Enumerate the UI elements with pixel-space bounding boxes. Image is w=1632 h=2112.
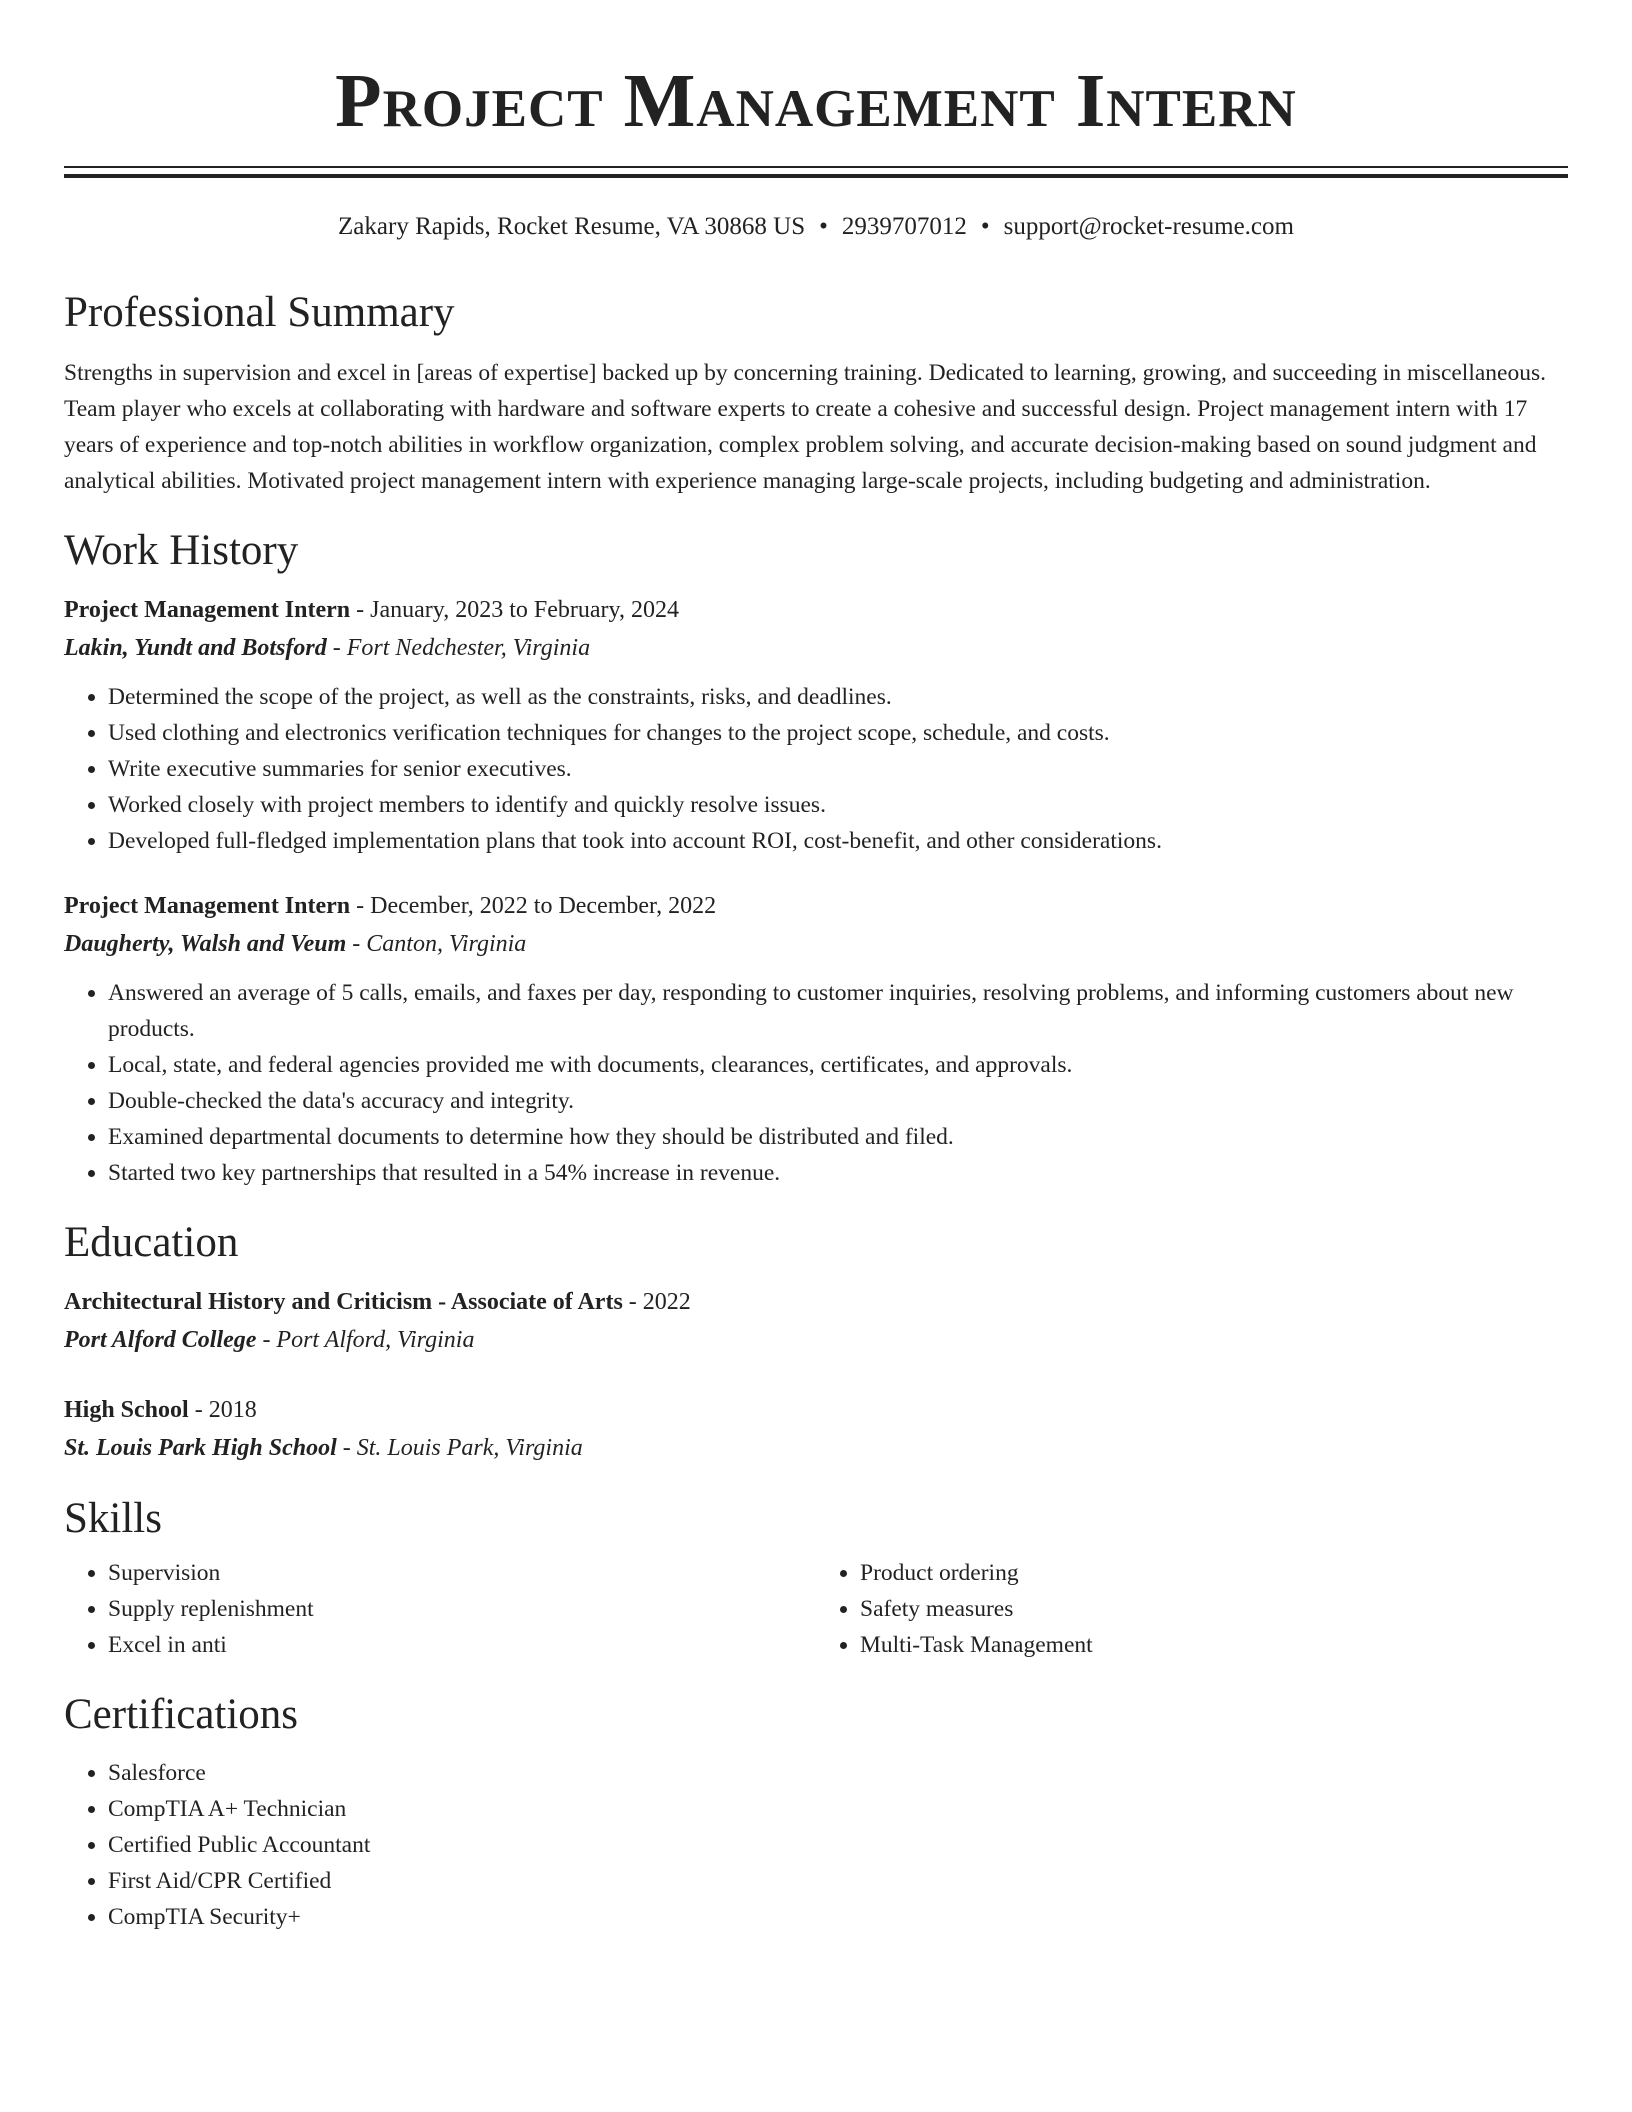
contact-separator: • xyxy=(980,213,990,240)
skills-grid xyxy=(64,1555,1568,1663)
education-degree: High School xyxy=(64,1397,189,1423)
job-location: - Fort Nedchester, Virginia xyxy=(326,635,591,661)
education-year: - 2022 xyxy=(622,1289,691,1315)
job-bullet: • Examined departmental documents to determine how they should be distributed and filed. xyxy=(108,1119,1568,1155)
job-bullet: • Double-checked the data's accuracy and integrity. xyxy=(108,1083,1568,1119)
education-section xyxy=(64,1217,1568,1467)
header-divider-thick xyxy=(64,174,1568,178)
contact-separator: • xyxy=(819,213,828,240)
job-company-line xyxy=(64,629,1568,667)
education-school-line xyxy=(64,1321,1568,1359)
job-company: Lakin, Yundt and Botsford xyxy=(64,635,327,661)
skills-column-left xyxy=(64,1555,816,1663)
job-bullet: • Developed full-fledged implementation plans that took into account ROI, cost-benefit, and other considerations. xyxy=(108,823,1568,859)
job-entry xyxy=(64,887,1568,1191)
contact-address: Zakary Rapids, Rocket Resume, VA 30868 US xyxy=(338,213,806,240)
skill-item: • Multi-Task Management xyxy=(860,1627,1568,1663)
resume-name: Project Management Intern xyxy=(335,59,1297,143)
job-bullet: • Write executive summaries for senior executives. xyxy=(108,751,1568,787)
contact-email: support@rocket-resume.com xyxy=(1003,213,1294,240)
contact-phone: 2939707012 xyxy=(841,213,967,240)
certifications-list xyxy=(64,1755,1568,1935)
job-bullet: • Determined the scope of the project, as well as the constraints, risks, and deadlines. xyxy=(108,679,1568,715)
education-entry xyxy=(64,1391,1568,1467)
education-heading: Education xyxy=(64,1219,239,1266)
education-location: - Port Alford, Virginia xyxy=(256,1327,475,1353)
education-entry xyxy=(64,1283,1568,1359)
certification-item: • CompTIA Security+ xyxy=(108,1899,1568,1935)
summary-text: Strengths in supervision and excel in [areas of expertise] backed up by concerning training. Dedicated to learning, growing, and succeeding in miscellaneous. Team player who excels at collaborating with hardware and software experts to create a cohesive and successful design. Project management intern with 17 years of experience and top-notch abilities in workflow organization, complex problem solving, and accurate decision-making based on sound judgment and analytical abilities. Motivated project management intern with experience managing large-scale projects, including budgeting and administration. xyxy=(64,360,1546,494)
skill-item: • Safety measures xyxy=(860,1591,1568,1627)
header-divider-thin xyxy=(64,166,1568,168)
job-title-line xyxy=(64,591,1568,629)
job-dates: - January, 2023 to February, 2024 xyxy=(350,597,679,623)
job-title: Project Management Intern xyxy=(64,893,351,919)
contact-line xyxy=(64,211,1568,243)
job-company: Daugherty, Walsh and Veum xyxy=(64,931,347,957)
skills-heading: Skills xyxy=(64,1495,162,1542)
job-bullet: • Started two key partnerships that resulted in a 54% increase in revenue. xyxy=(108,1155,1568,1191)
summary-heading: Professional Summary xyxy=(64,289,455,336)
education-degree-line xyxy=(64,1283,1568,1321)
summary-section xyxy=(64,287,1568,499)
education-school: Port Alford College xyxy=(64,1327,257,1353)
certifications-heading: Certifications xyxy=(64,1691,299,1738)
certification-item: • First Aid/CPR Certified xyxy=(108,1863,1568,1899)
job-bullet: • Answered an average of 5 calls, emails, and faxes per day, responding to customer inquiries, resolving problems, and informing customers about new products. xyxy=(108,975,1568,1047)
education-year: - 2018 xyxy=(188,1397,257,1423)
job-title: Project Management Intern xyxy=(64,597,351,623)
job-bullet: • Local, state, and federal agencies provided me with documents, clearances, certificates, and approvals. xyxy=(108,1047,1568,1083)
skill-item: • Excel in anti xyxy=(108,1627,816,1663)
certification-item: • Certified Public Accountant xyxy=(108,1827,1568,1863)
job-company-line xyxy=(64,925,1568,963)
job-bullet: • Used clothing and electronics verification techniques for changes to the project scope, schedule, and costs. xyxy=(108,715,1568,751)
education-location: - St. Louis Park, Virginia xyxy=(336,1435,583,1461)
skills-column-right xyxy=(816,1555,1568,1663)
certification-item: • CompTIA A+ Technician xyxy=(108,1791,1568,1827)
job-title-line xyxy=(64,887,1568,925)
education-degree: Architectural History and Criticism - Associate of Arts xyxy=(64,1289,623,1315)
education-degree-line xyxy=(64,1391,1568,1429)
job-bullets xyxy=(64,975,1568,1191)
job-bullets xyxy=(64,679,1568,859)
job-dates: - December, 2022 to December, 2022 xyxy=(350,893,717,919)
certifications-section xyxy=(64,1689,1568,1935)
skill-item: • Supervision xyxy=(108,1555,816,1591)
work-history-heading: Work History xyxy=(64,527,299,574)
job-bullet: • Worked closely with project members to identify and quickly resolve issues. xyxy=(108,787,1568,823)
skills-section xyxy=(64,1493,1568,1663)
education-school-line xyxy=(64,1429,1568,1467)
education-school: St. Louis Park High School xyxy=(64,1435,337,1461)
skill-item: • Supply replenishment xyxy=(108,1591,816,1627)
job-location: - Canton, Virginia xyxy=(346,931,527,957)
work-history-section xyxy=(64,525,1568,1191)
job-entry xyxy=(64,591,1568,859)
certification-item: • Salesforce xyxy=(108,1755,1568,1791)
skill-item: • Product ordering xyxy=(860,1555,1568,1591)
